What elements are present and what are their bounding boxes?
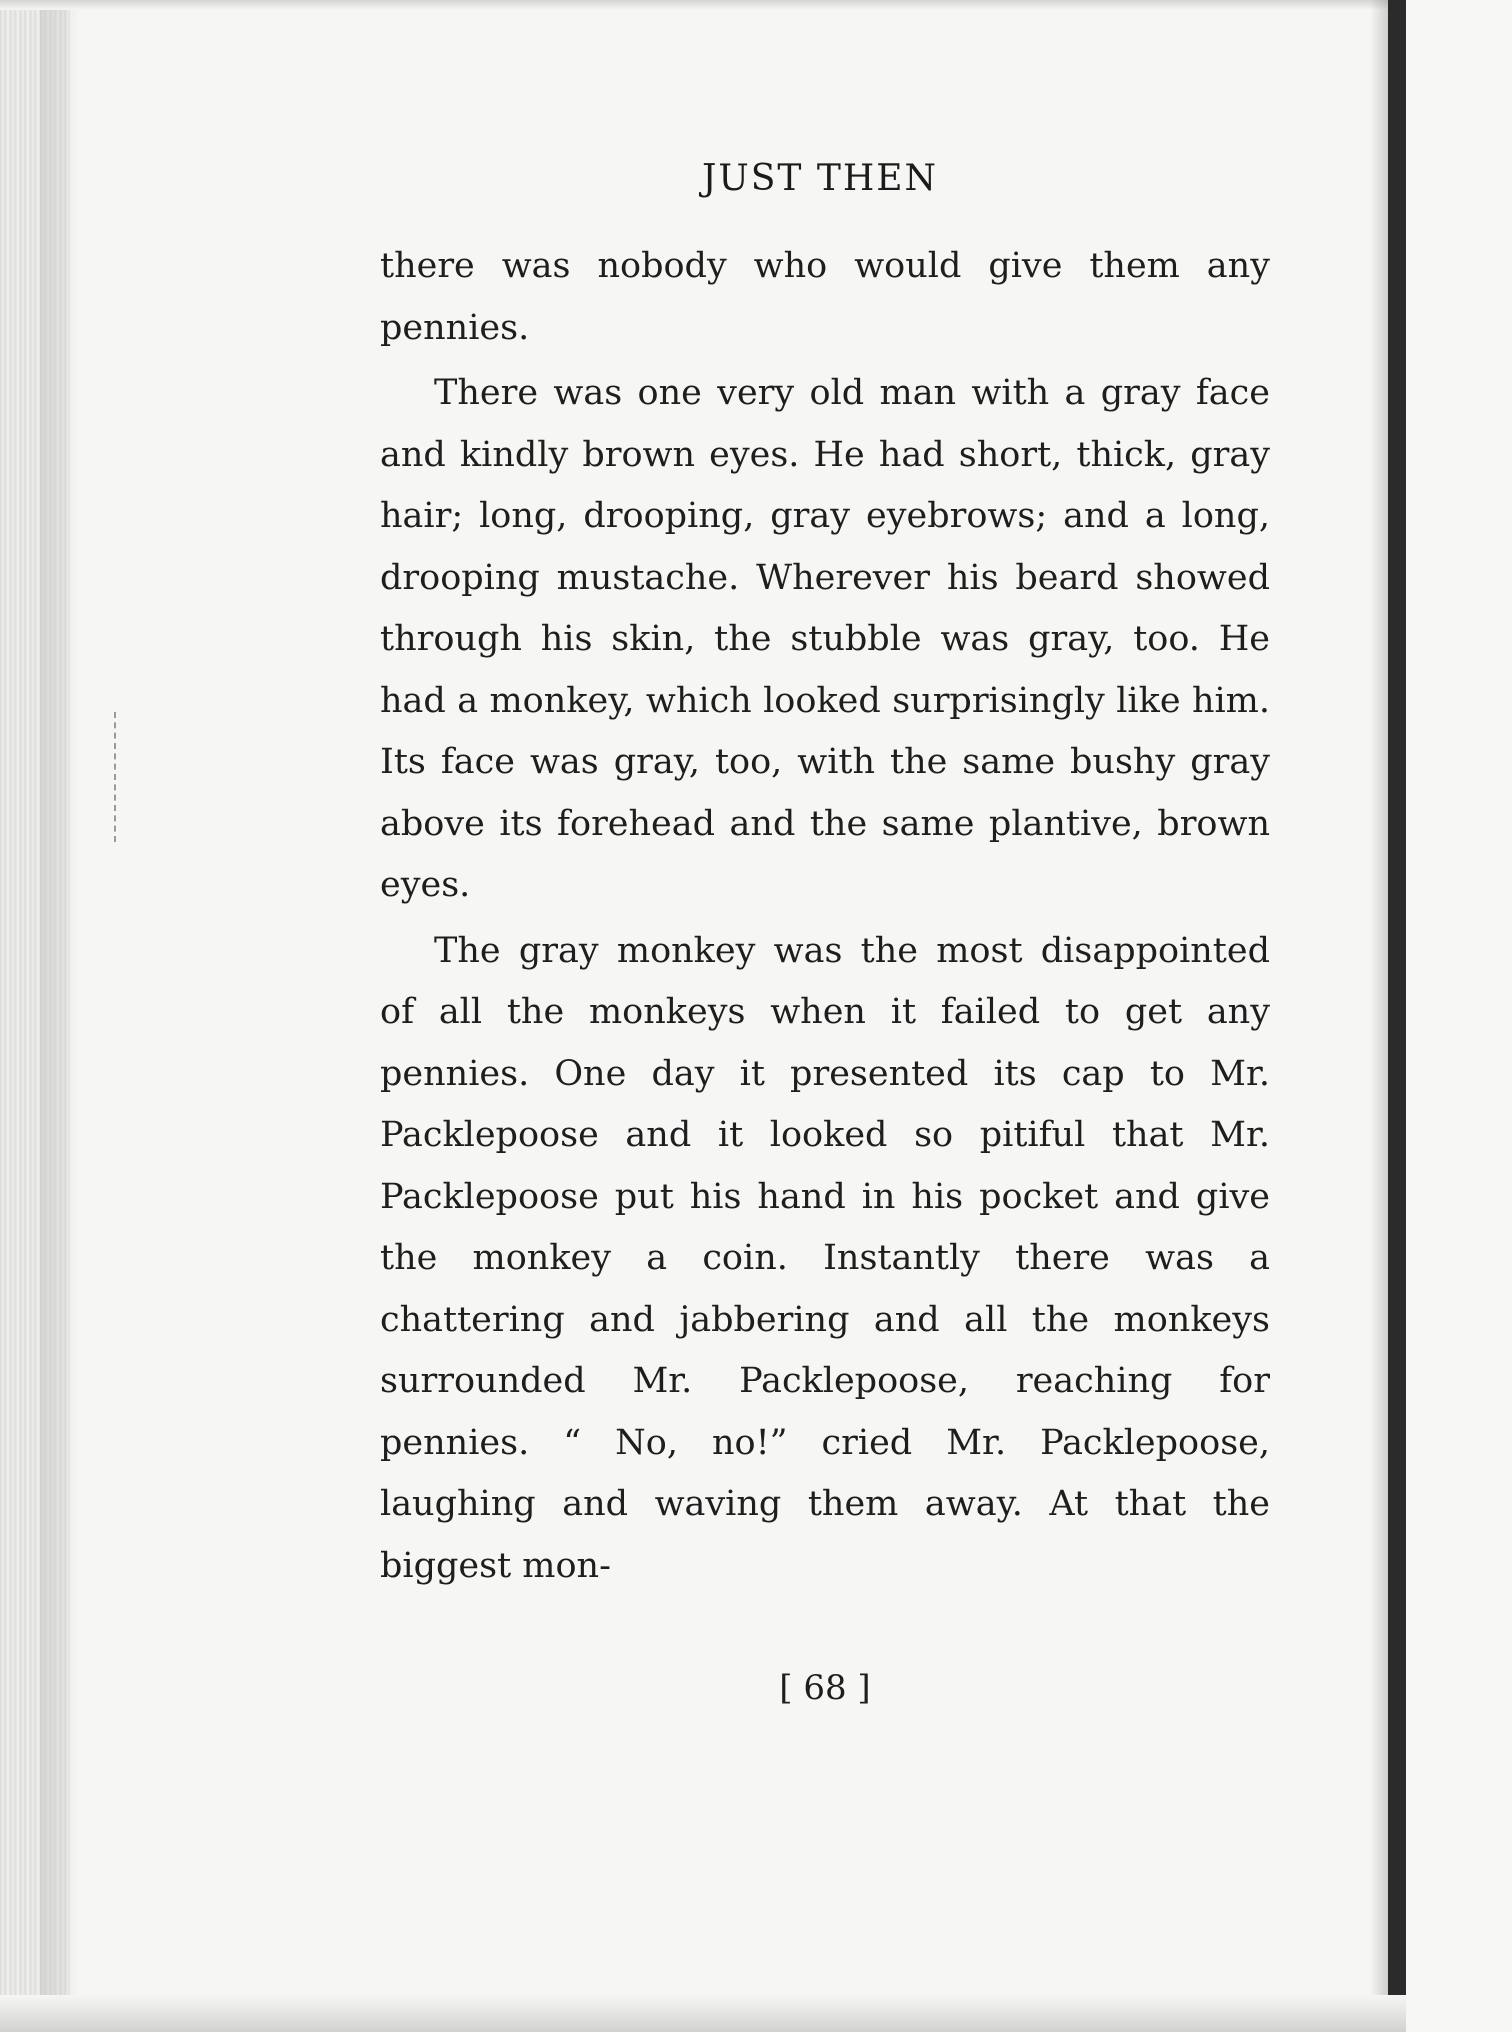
right-margin-area — [1406, 0, 1512, 2032]
binding-shadow — [1370, 0, 1390, 2032]
page-number: [ 68 ] — [779, 1668, 871, 1708]
top-page-edge — [0, 0, 1400, 10]
running-head: JUST THEN — [701, 158, 939, 199]
paragraph-old-man: There was one very old man with a gray face and kindly brown eyes. He had short, thick, gray hair; long, drooping, gray eyebrows; and a long, drooping mustache. Wherever his beard showed through his skin, the stubble was gray, too. He had a monkey, which looked surprisingly like him. Its face was gray, too, with the same bushy gray above its forehead and the same plantive, brown eyes. — [380, 373, 1270, 905]
body-text — [380, 236, 1270, 1597]
paragraph-gray-monkey: The gray monkey was the most disappointed of all the monkeys when it failed to get any pennies. One day it presented its cap to Mr. Packlepoose and it looked so pitiful that Mr. Packlepoose put his hand in his pocket and give the monkey a coin. Instantly there was a chattering and jabbering and all the monkeys surrounded Mr. Packlepoose, reaching for pennies. “ No, no!” cried Mr. Packlepoose, laughing and waving them away. At that the biggest mon- — [380, 930, 1270, 1586]
paragraph-continuation: there was nobody who would give them any pennies. — [380, 246, 1270, 348]
page-edges-shadow — [40, 0, 80, 2032]
book-binding — [1388, 0, 1406, 2032]
bottom-page-edge — [0, 1995, 1406, 2032]
margin-marks — [114, 712, 119, 842]
